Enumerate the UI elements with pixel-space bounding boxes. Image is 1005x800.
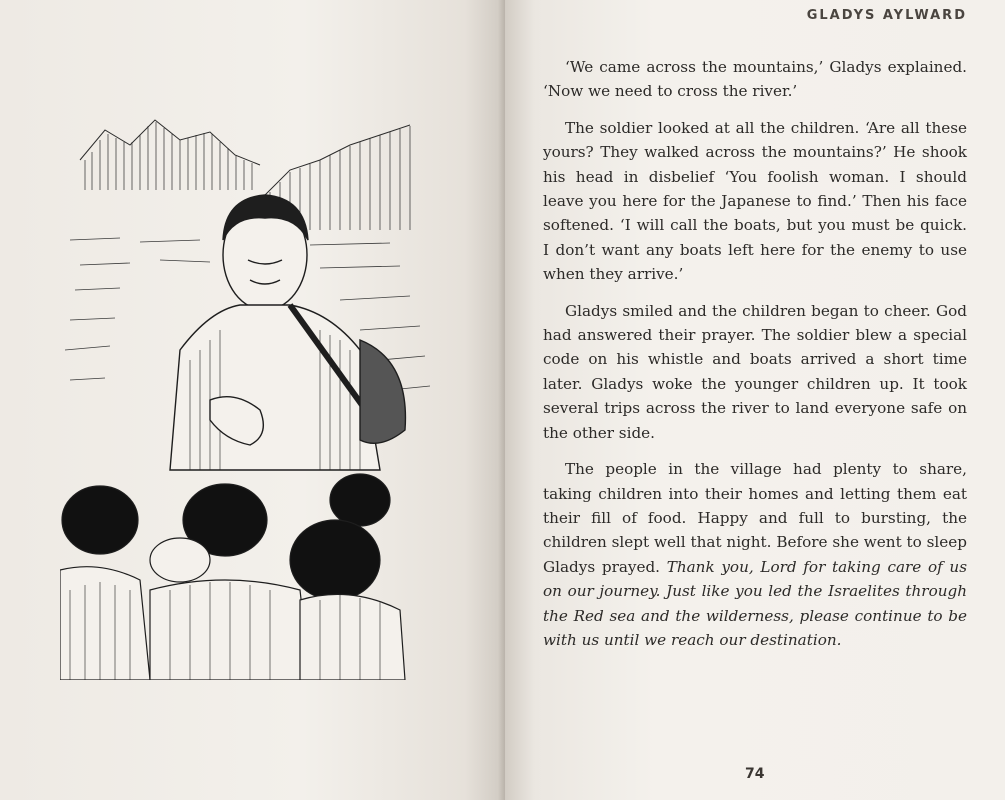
page-number: 74 — [745, 766, 765, 782]
children-figures — [60, 474, 405, 680]
prayer-italic: Thank you, Lord for taking care of us on our journey. Just like you led the Israelites through the Red sea and the wilderness, please continue to be with us until we reach our destination. — [543, 557, 967, 649]
soldier-figure — [170, 195, 405, 470]
paragraph-text: The people in the village had plenty to share, taking children into their homes and letting them eat their fill of food. Happy and full to bursting, the children slept well that night. Before she went to sleep Gladys prayed. — [543, 460, 967, 576]
paragraph-with-prayer — [543, 457, 967, 652]
paragraph: ‘We came across the mountains,’ Gladys explained. ‘Now we need to cross the river.’ — [543, 58, 967, 101]
paragraph: The soldier looked at all the children. ‘Are all these yours? They walked across the mountains?’ He shook his head in disbelief ‘You foolish woman. I should leave you here for the Japanese to find.’ Then his face softened. ‘I will call the boats, but you must be quick. I don’t want any boats left here for the enemy to use when they arrive.’ — [543, 118, 967, 284]
running-head: GLADYS AYLWARD — [806, 8, 967, 23]
paragraph: Gladys smiled and the children began to cheer. God had answered their prayer. The soldier blew a special code on his whistle and boats arrived a short time later. Gladys woke the younger children up. It took several trips across the river to land everyone safe on the other side. — [543, 301, 967, 442]
body-text — [543, 55, 967, 664]
illustration-soldier-and-children — [60, 90, 440, 680]
